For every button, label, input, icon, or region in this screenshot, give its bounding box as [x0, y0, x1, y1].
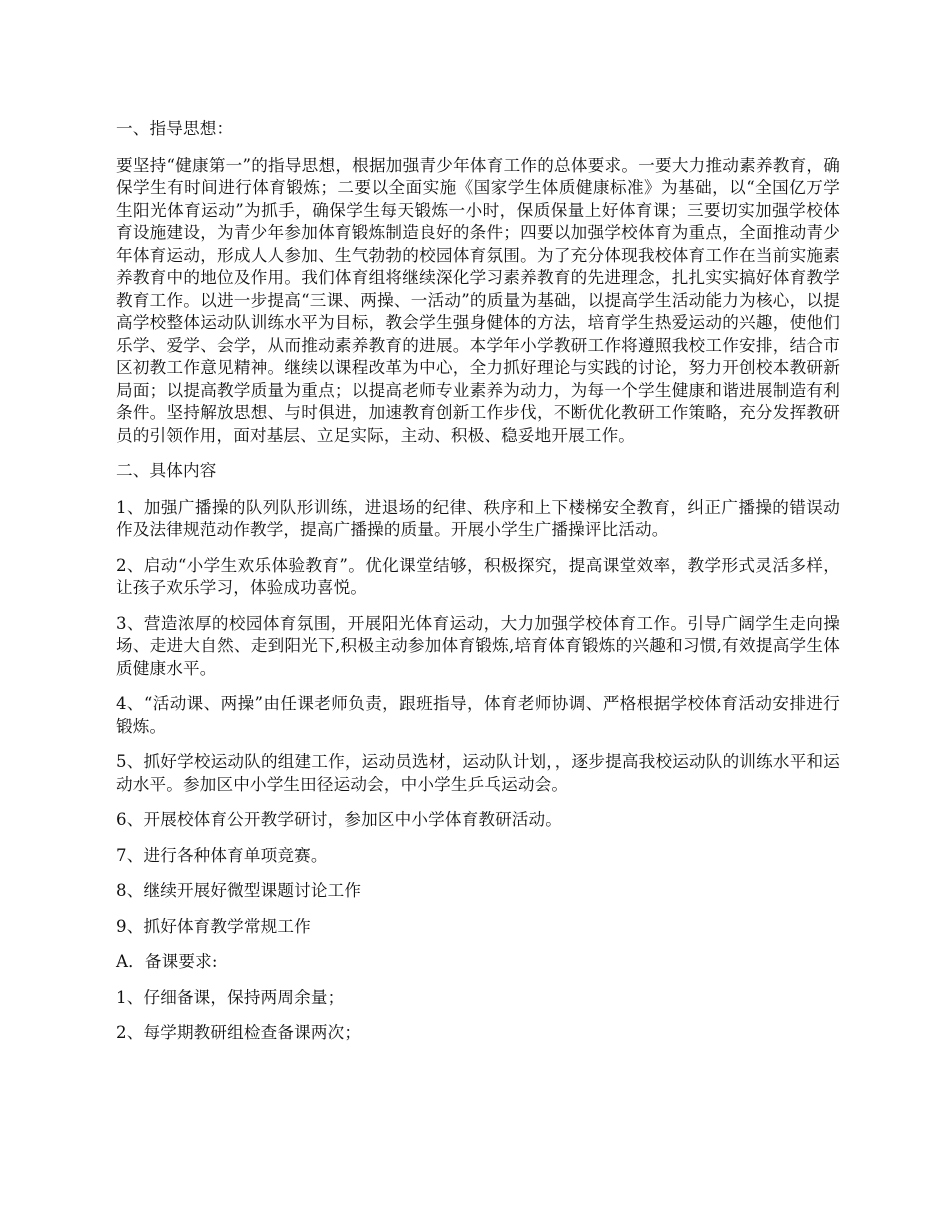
content-item-2: 2、启动“小学生欢乐体验教育”。优化课堂结够，积极探究，提高课堂效率，教学形式灵活多样，让孩子欢乐学习，体验成功喜悦。 [116, 555, 840, 597]
content-item-1: 1、加强广播操的队列队形训练，进退场的纪律、秩序和上下楼梯安全教育，纠正广播操的错误动作及法律规范动作教学，提高广播操的质量。开展小学生广播操评比活动。 [116, 497, 840, 539]
lesson-prep-item-1: 1、仔细备课，保持两周余量； [116, 987, 345, 1007]
content-item-6: 6、开展校体育公开教学研讨，参加区中小学体育教研活动。 [116, 810, 563, 829]
guiding-ideology-paragraph: 要坚持“健康第一”的指导思想，根据加强青少年体育工作的总体要求。一要大力推动素养教育，确保学生有时间进行体育锻炼；二要以全面实施《国家学生体质健康标准》为基础，以“全国亿万学生阳光体育运动”为抓手，确保学生每天锻炼一小时，保质保量上好体育课；三要切实加强学校体育设施建设，为青少年参加体育锻炼制造良好的条件；四要以加强学校体育为重点，全面推动青少年体育运动，形成人人参加、生气勃勃的校园体育氛围。为了充分体现我校体育工作在当前实施素养教育中的地位及作用。我们体育组将继续深化学习素养教育的先进理念，扎扎实实搞好体育教学教育工作。以进一步提高“三课、两操、一活动”的质量为基础，以提高学生活动能力为核心，以提高学校整体运动队训练水平为目标，教会学生强身健体的方法，培育学生热爱运动的兴趣，使他们乐学、爱学、会学，从而推动素养教育的进展。本学年小学教研工作将遵照我校工作安排，结合市区初教工作意见精神。继续以课程改革为中心，全力抓好理论与实践的讨论，努力开创校本教研新局面；以提高教学质量为重点；以提高老师专业素养为动力，为每一个学生健康和谐进展制造有利条件。坚持解放思想、与时俱进，加速教育创新工作步伐，不断优化教研工作策略，充分发挥教研员的引领作用，面对基层、立足实际，主动、积极、稳妥地开展工作。 [116, 155, 840, 445]
document-page [116, 118, 840, 1058]
section-heading-guiding-ideology: 一、指导思想： [116, 119, 234, 138]
content-item-4: 4、“活动课、两操”由任课老师负责，跟班指导，体育老师协调、严格根据学校体育活动安排进行锻炼。 [116, 694, 840, 736]
content-item-3: 3、营造浓厚的校园体育氛围，开展阳光体育运动，大力加强学校体育工作。引导广阔学生走向操场、走进大自然、走到阳光下,积极主动参加体育锻炼,培育体育锻炼的兴趣和习惯,有效提高学生体质健康水平。 [116, 613, 840, 678]
content-item-9: 9、抓好体育教学常规工作 [116, 916, 311, 936]
lesson-prep-item-2: 2、每学期教研组检查备课两次； [116, 1023, 362, 1042]
content-item-8: 8、继续开展好微型课题讨论工作 [116, 881, 362, 900]
content-item-7: 7、进行各种体育单项竞赛。 [116, 845, 328, 865]
subsection-heading-lesson-prep: A．备课要求: [116, 952, 218, 971]
content-item-5: 5、抓好学校运动队的组建工作，运动员选材，运动队计划，，逐步提高我校运动队的训练水平和运动水平。参加区中小学生田径运动会，中小学生乒乓运动会。 [116, 752, 840, 794]
section-heading-specific-content: 二、具体内容 [116, 461, 217, 480]
